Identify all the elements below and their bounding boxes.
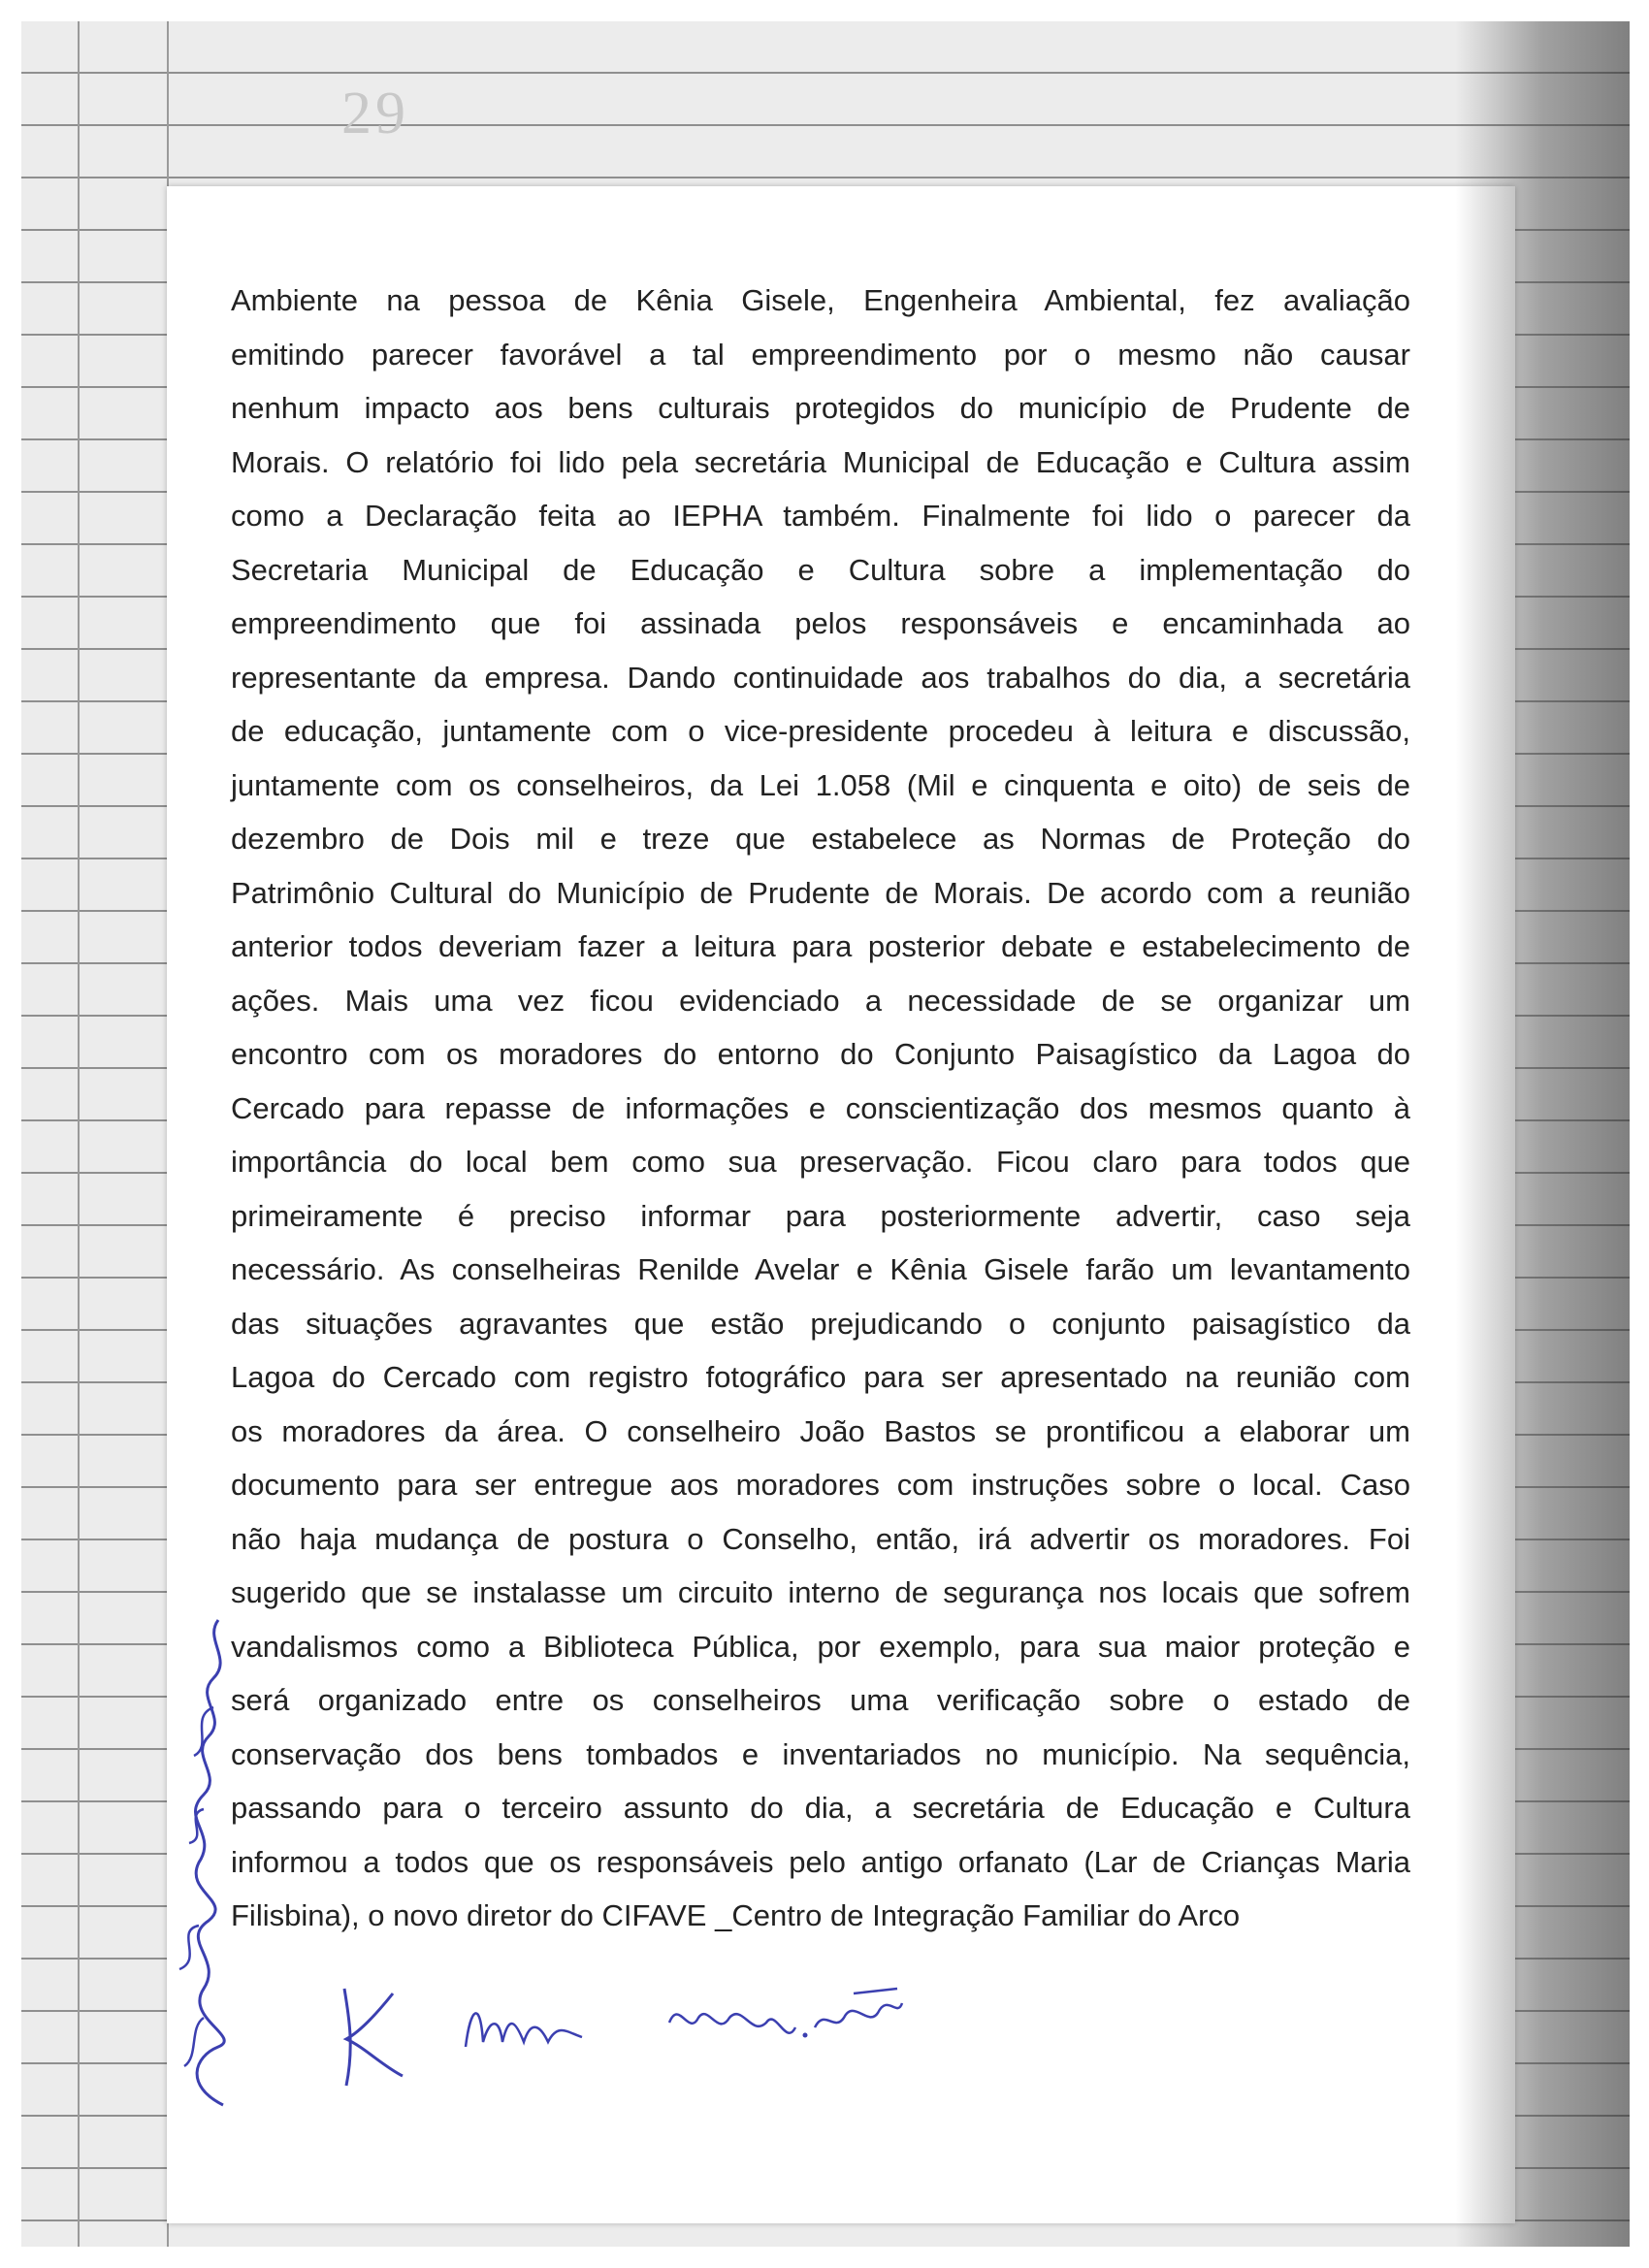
body-line: Ambiente na pessoa de Kênia Gisele, Engenheira Ambiental, fez avaliação [231, 283, 1410, 317]
body-line: Cercado para repasse de informações e conscientização dos mesmos quanto à [231, 1090, 1410, 1125]
body-line: Secretaria Municipal de Educação e Cultura sobre a implementação do [231, 552, 1410, 587]
body-line: primeiramente é preciso informar para posteriormente advertir, caso seja [231, 1198, 1410, 1233]
body-line: emitindo parecer favorável a tal empreendimento por o mesmo não causar [231, 337, 1410, 372]
body-line: não haja mudança de postura o Conselho, então, irá advertir os moradores. Foi [231, 1521, 1410, 1556]
document-body [231, 274, 1410, 1943]
second-signature [456, 1989, 592, 2066]
body-line: Lagoa do Cercado com registro fotográfico para ser apresentado na reunião com [231, 1360, 1410, 1394]
initial-signature [325, 1979, 412, 2095]
body-line: Patrimônio Cultural do Município de Prudente de Morais. De acordo com a reunião [231, 875, 1410, 910]
page-number: 29 [341, 81, 409, 146]
body-line: das situações agravantes que estão prejudicando o conjunto paisagístico da [231, 1306, 1410, 1341]
margin-signature [165, 1601, 252, 2124]
body-line: nenhum impacto aos bens culturais protegidos do município de Prudente de [231, 391, 1410, 425]
body-line: será organizado entre os conselheiros uma verificação sobre o estado de [231, 1683, 1410, 1717]
body-line: ações. Mais uma vez ficou evidenciado a necessidade de se organizar um [231, 983, 1410, 1018]
body-line: sugerido que se instalasse um circuito interno de segurança nos locais que sofrem [231, 1575, 1410, 1609]
body-line: importância do local bem como sua preservação. Ficou claro para todos que [231, 1145, 1410, 1179]
body-line: passando para o terceiro assunto do dia, a secretária de Educação e Cultura [231, 1791, 1410, 1825]
body-line: representante da empresa. Dando continuidade aos trabalhos do dia, a secretária [231, 660, 1410, 695]
body-line: conservação dos bens tombados e inventariados no município. Na sequência, [231, 1736, 1410, 1771]
body-line: os moradores da área. O conselheiro João Bastos se prontificou a elaborar um [231, 1413, 1410, 1448]
body-line: documento para ser entregue aos moradores com instruções sobre o local. Caso [231, 1468, 1410, 1502]
body-line: empreendimento que foi assinada pelos responsáveis e encaminhada ao [231, 606, 1410, 640]
body-line: necessário. As conselheiras Renilde Avelar e Kênia Gisele farão um levantamento [231, 1252, 1410, 1286]
body-line: informou a todos que os responsáveis pelo antigo orfanato (Lar de Crianças Maria [231, 1844, 1410, 1879]
third-signature [660, 1979, 912, 2057]
body-line: juntamente com os conselheiros, da Lei 1.058 (Mil e cinquenta e oito) de seis de [231, 767, 1410, 802]
body-line: Filisbina), o novo diretor do CIFAVE _Centro de Integração Familiar do Arco [231, 1898, 1241, 1932]
body-line: Morais. O relatório foi lido pela secretária Municipal de Educação e Cultura assim [231, 444, 1410, 479]
ledger-margin-rule [78, 21, 80, 2247]
body-line: dezembro de Dois mil e treze que estabelece as Normas de Proteção do [231, 822, 1410, 856]
body-line: como a Declaração feita ao IEPHA também. Finalmente foi lido o parecer da [231, 499, 1410, 533]
body-line: vandalismos como a Biblioteca Pública, por exemplo, para sua maior proteção e [231, 1629, 1410, 1664]
body-line: encontro com os moradores do entorno do Conjunto Paisagístico da Lagoa do [231, 1037, 1410, 1071]
body-line: de educação, juntamente com o vice-presidente procedeu à leitura e discussão, [231, 714, 1410, 748]
body-line: anterior todos deveriam fazer a leitura para posterior debate e estabelecimento de [231, 929, 1410, 963]
scan-shadow [1455, 21, 1630, 2247]
